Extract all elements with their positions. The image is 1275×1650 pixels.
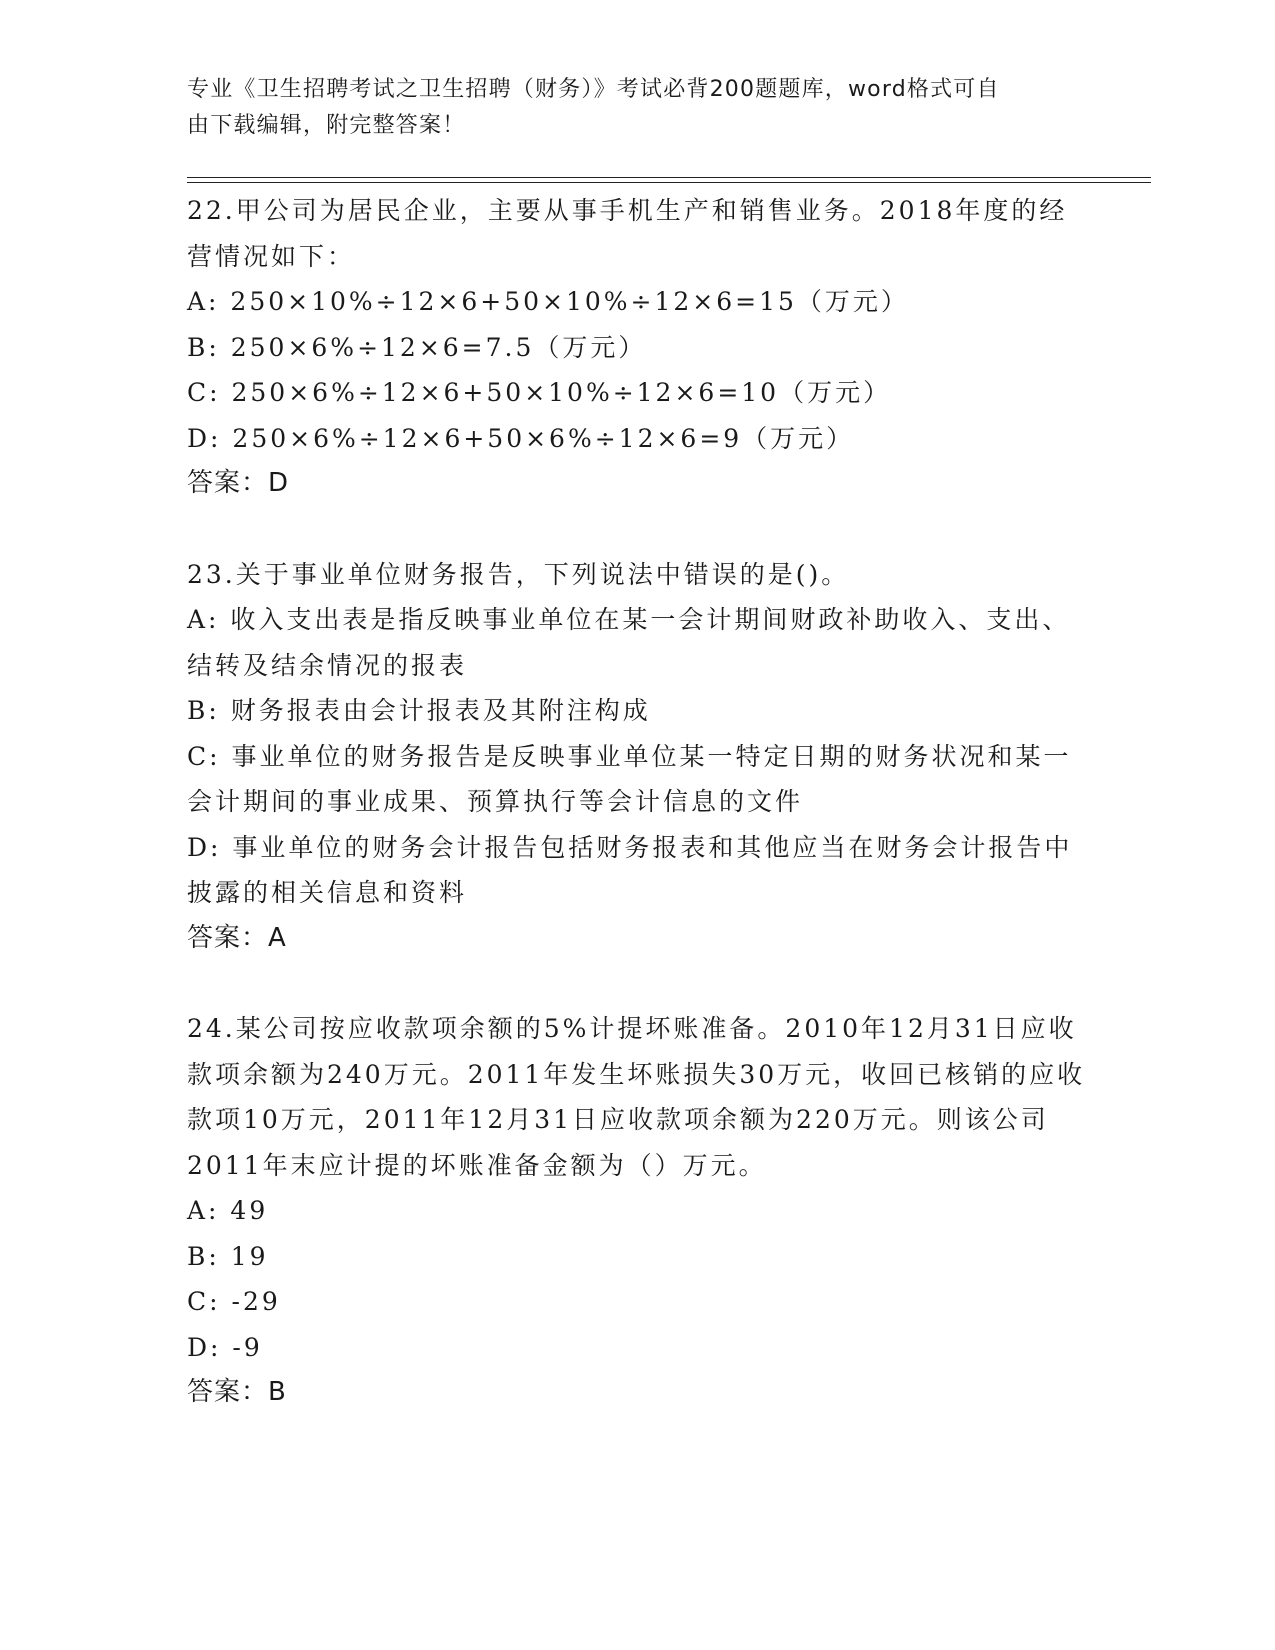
question-22 [187, 188, 1087, 507]
header-line-2: 由下载编辑，附完整答案！ [187, 113, 466, 138]
answer: 答案：D [187, 468, 290, 498]
question-24 [187, 1006, 1087, 1416]
option-d: D: -9 [187, 1332, 263, 1362]
answer: 答案：A [187, 922, 287, 953]
option-c: C: -29 [187, 1287, 281, 1316]
option-d: D: 250×6%÷12×6+50×6%÷12×6=9（万元） [187, 423, 855, 453]
option-d: D: 事业单位的财务会计报告包括财务报表和其他应当在财务会计报告中披露的相关信息和资料 [187, 832, 1073, 907]
header-divider-bottom [187, 182, 1151, 183]
document-header [187, 72, 1067, 144]
option-b: B: 财务报表由会计报表及其附注构成 [187, 696, 651, 725]
question-text: 24.某公司按应收款项余额的5%计提坏账准备。2010年12月31日应收款项余额为240万元。2011年发生坏账损失30万元，收回已核销的应收款项10万元，2011年12月31日应收款项余额为220万元。则该公司2011年末应计提的坏账准备金额为（）万元。 [187, 1014, 1086, 1180]
option-b: B: 19 [187, 1241, 269, 1271]
option-a: A: 49 [187, 1196, 269, 1225]
option-a: A: 收入支出表是指反映事业单位在某一会计期间财政补助收入、支出、结转及结余情况的报表 [187, 605, 1071, 680]
option-a: A: 250×10%÷12×6+50×10%÷12×6=15（万元） [187, 287, 909, 316]
answer: 答案：B [187, 1377, 287, 1407]
question-list [187, 188, 1087, 1461]
question-text: 23.关于事业单位财务报告，下列说法中错误的是()。 [187, 559, 850, 589]
option-c: C: 250×6%÷12×6+50×10%÷12×6=10（万元） [187, 378, 892, 407]
option-c: C: 事业单位的财务报告是反映事业单位某一特定日期的财务状况和某一会计期间的事业成果、预算执行等会计信息的文件 [187, 741, 1072, 816]
header-divider-top [187, 177, 1151, 178]
header-line-1: 专业《卫生招聘考试之卫生招聘（财务）》考试必背200题题库，word格式可自 [187, 77, 1000, 102]
option-b: B: 250×6%÷12×6=7.5（万元） [187, 332, 647, 362]
question-text: 22.甲公司为居民企业，主要从事手机生产和销售业务。2018年度的经营情况如下： [187, 196, 1068, 271]
question-23 [187, 552, 1087, 962]
